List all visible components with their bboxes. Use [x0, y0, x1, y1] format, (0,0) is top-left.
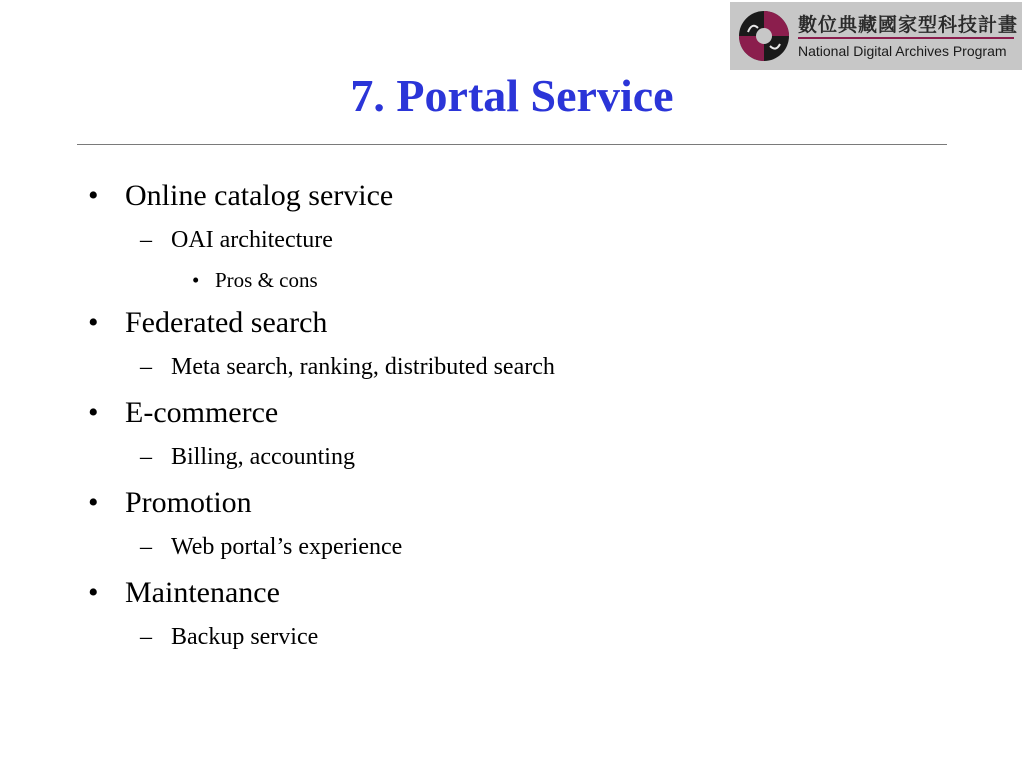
subbullet-backup: [140, 624, 319, 651]
bullet-label: E-commerce: [125, 396, 279, 429]
bullet-e-commerce: [88, 396, 279, 430]
subbullet-oai-architecture: [140, 227, 333, 254]
logo-english-text: National Digital Archives Program: [798, 43, 1007, 59]
subbullet-label: OAI architecture: [171, 227, 333, 253]
archive-emblem-icon: [738, 10, 790, 62]
subbullet-meta-search: [140, 354, 555, 381]
subsubbullet-pros-cons: [192, 268, 318, 293]
logo-chinese-text: 數位典藏國家型科技計畫: [798, 14, 1019, 36]
bullet-marker: •: [88, 576, 99, 609]
bullet-label: Promotion: [125, 486, 252, 519]
bullet-federated-search: [88, 306, 328, 340]
bullet-label: Federated search: [125, 306, 328, 339]
bullet-marker: •: [192, 268, 200, 292]
subsubbullet-label: Pros & cons: [215, 268, 318, 292]
subbullet-web-portal: [140, 534, 403, 561]
bullet-online-catalog: [88, 179, 394, 213]
bullet-marker: •: [88, 306, 99, 339]
dash-marker: –: [140, 444, 152, 470]
program-logo: [730, 2, 1022, 70]
title-divider: [77, 144, 947, 145]
bullet-marker: •: [88, 486, 99, 519]
subbullet-billing: [140, 444, 355, 471]
bullet-promotion: [88, 486, 252, 520]
bullet-label: Maintenance: [125, 576, 280, 609]
dash-marker: –: [140, 534, 152, 560]
slide-title: 7. Portal Service: [350, 70, 674, 121]
dash-marker: –: [140, 227, 152, 253]
logo-divider: [798, 37, 1014, 39]
subbullet-label: Billing, accounting: [171, 444, 355, 470]
dash-marker: –: [140, 354, 152, 380]
subbullet-label: Web portal’s experience: [171, 534, 403, 560]
bullet-maintenance: [88, 576, 280, 610]
dash-marker: –: [140, 624, 152, 650]
bullet-marker: •: [88, 396, 99, 429]
subbullet-label: Backup service: [171, 624, 319, 650]
bullet-marker: •: [88, 179, 99, 212]
bullet-label: Online catalog service: [125, 179, 394, 212]
subbullet-label: Meta search, ranking, distributed search: [171, 354, 555, 380]
